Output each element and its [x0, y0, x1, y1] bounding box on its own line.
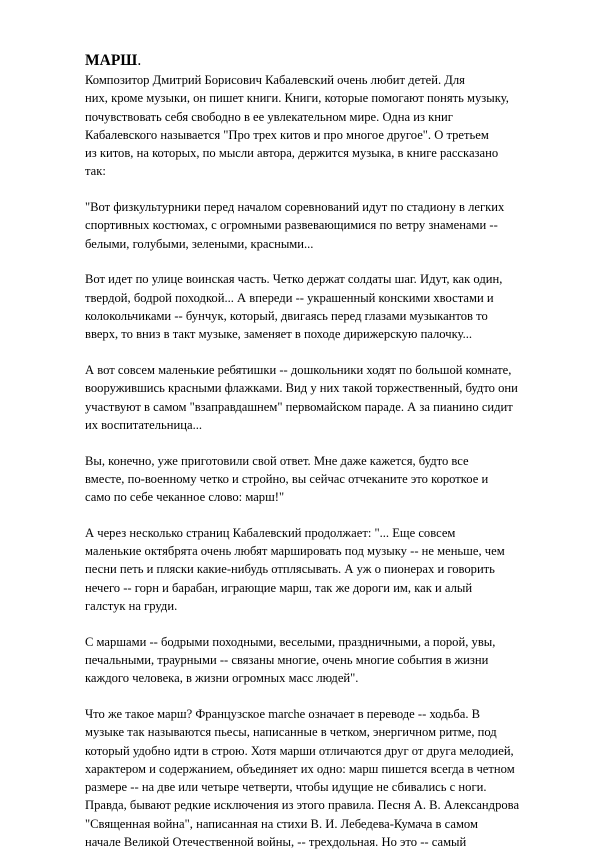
text-line: "Священная война", написанная на стихи В. И. Лебедева-Кумача в самом — [85, 816, 478, 831]
text-line: галстук на груди. — [85, 598, 178, 613]
text-line: Правда, бывают редкие исключения из этого правила. Песня А. В. Александрова — [85, 798, 520, 813]
paragraph-gap — [85, 615, 525, 633]
paragraph — [85, 633, 525, 688]
text-line: характером и содержанием, объединяет их одно: марш пишется всегда в четном — [85, 761, 515, 776]
title-dot: . — [137, 52, 142, 69]
paragraph — [85, 198, 525, 253]
paragraph — [85, 270, 525, 343]
text-line: твердой, бодрой походкой... А впереди -- украшенный конскими хвостами и — [85, 290, 494, 305]
text-line: размере -- на две или четыре четверти, чтобы идущие не сбивались с ноги. — [85, 780, 487, 795]
text-line: А вот совсем маленькие ребятишки -- дошкольники ходят по большой комнате, — [85, 363, 512, 378]
paragraph-gap — [85, 688, 525, 706]
title-text: МАРШ — [85, 52, 138, 69]
text-line: из китов, на которых, по мысли автора, держится музыка, в книге рассказано — [85, 146, 499, 160]
text-line: Что же такое марш? Французское marche означает в переводе -- ходьба. В — [85, 707, 481, 722]
text-line: участвуют в самом "взаправдашнем" первомайском параде. А за пианино сидит — [85, 399, 513, 414]
paragraph — [85, 705, 525, 851]
text-line: начале Великой Отечественной войны, -- трехдольная. Но это -- самый — [85, 834, 467, 849]
paragraph-gap — [85, 343, 525, 361]
text-line: каждого человека, в жизни огромных масс людей". — [85, 671, 359, 686]
text-line: нечего -- горн и барабан, играющие марш, так же дороги им, как и алый — [85, 580, 473, 595]
text-line: вверх, то вниз в такт музыке, заменяет в походе дирижерскую палочку... — [85, 327, 473, 342]
paragraph-gap — [85, 506, 525, 524]
text-line: Вот идет по улице воинская часть. Четко держат солдаты шаг. Идут, как один, — [85, 272, 503, 287]
text-line: колокольчиками -- бунчук, который, двигаясь перед глазами музыкантов то — [85, 308, 488, 323]
text-line: вместе, по-военному четко и стройно, вы сейчас отчеканите это короткое и — [85, 471, 489, 486]
paragraph-gap — [85, 434, 525, 452]
document-page — [85, 52, 525, 851]
document-body — [85, 71, 525, 851]
text-line: музыке так называются пьесы, написанные в четком, энергичном ритме, под — [85, 725, 497, 740]
text-line: Композитор Дмитрий Борисович Кабалевский очень любит детей. Для — [85, 73, 465, 87]
text-line: маленькие октябрята очень любят маршировать под музыку -- не меньше, чем — [85, 544, 505, 559]
text-line: С маршами -- бодрыми походными, веселыми, праздничными, а порой, увы, — [85, 634, 496, 649]
text-line: Вы, конечно, уже приготовили свой ответ. Мне даже кажется, будто все — [85, 453, 469, 468]
paragraph-gap — [85, 181, 525, 199]
paragraph — [85, 524, 525, 615]
text-line: так: — [85, 164, 106, 179]
paragraph — [85, 452, 525, 507]
text-line: белыми, голубыми, зелеными, красными... — [85, 236, 314, 251]
paragraph-gap — [85, 253, 525, 271]
text-line: почувствовать себя свободно в ее увлекательном мире. Одна из книг — [85, 109, 453, 124]
text-line: А через несколько страниц Кабалевский продолжает: "... Еще совсем — [85, 525, 456, 540]
document-title — [85, 52, 525, 70]
text-line: само по себе чеканное слово: марш!" — [85, 490, 285, 505]
text-line: Кабалевского называется "Про трех китов и про многое другое". О третьем — [85, 127, 489, 142]
text-line: спортивных костюмах, с огромными развевающимися по ветру знаменами -- — [85, 218, 498, 233]
text-line: печальными, траурными -- связаны многие, очень многие события в жизни — [85, 653, 489, 668]
paragraph — [85, 361, 525, 434]
text-line: песни петь и пляски какие-нибудь отплясывать. А уж о пионерах и говорить — [85, 562, 495, 577]
text-line: вооружившись красными флажками. Вид у них такой торжественный, будто они — [85, 381, 518, 396]
text-line: их воспитательница... — [85, 417, 203, 432]
text-line: них, кроме музыки, он пишет книги. Книги, которые помогают понять музыку, — [85, 91, 509, 106]
text-line: который удобно идти в строю. Хотя марши отличаются друг от друга мелодией, — [85, 743, 514, 758]
text-line: "Вот физкультурники перед началом соревнований идут по стадиону в легких — [85, 200, 505, 215]
paragraph — [85, 71, 525, 181]
